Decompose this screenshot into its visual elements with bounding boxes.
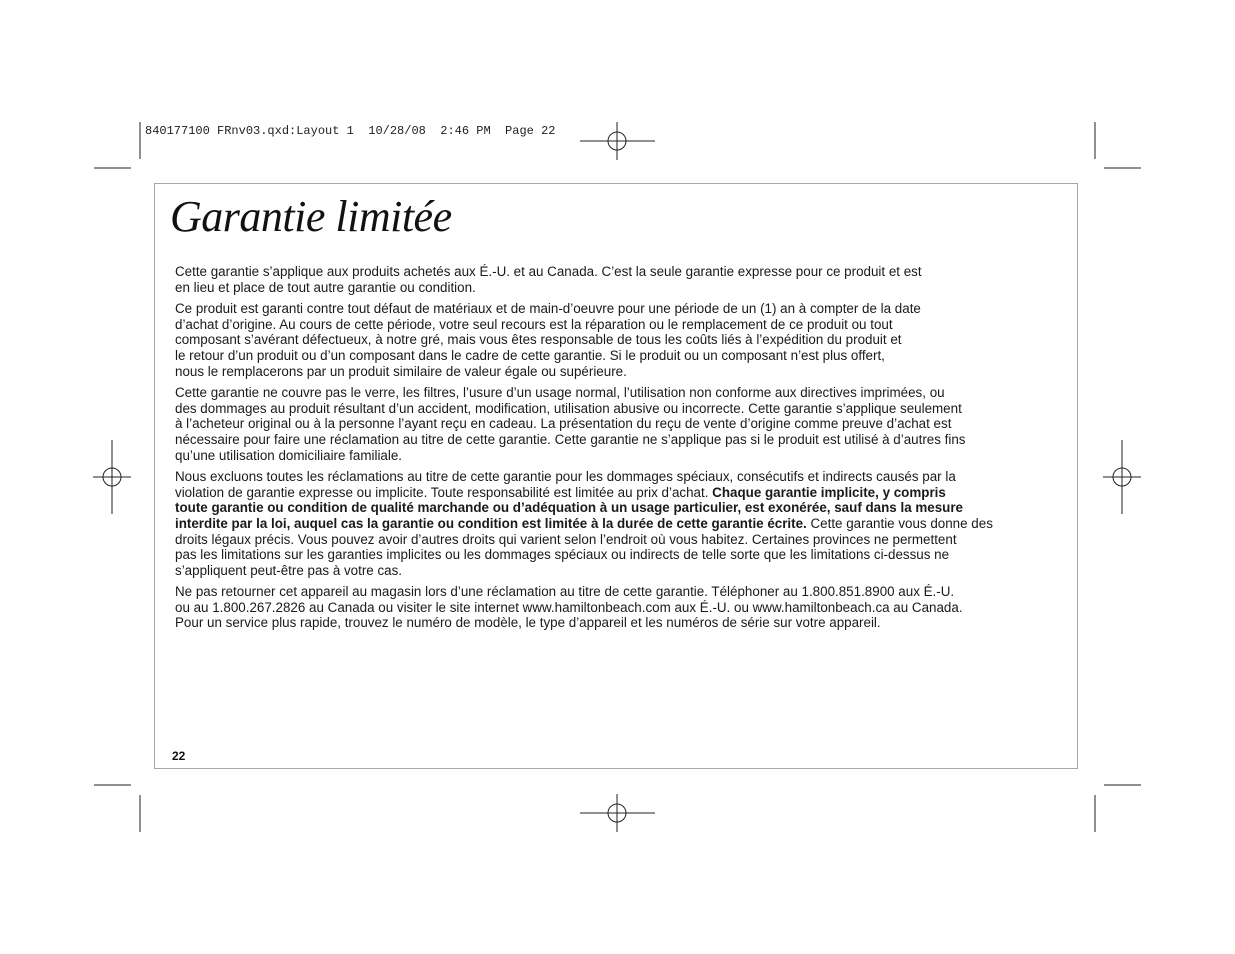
text-line: à l’acheteur original ou à la personne l’ayant reçu en cadeau. La présentation du reçu de vente d’origine comme preuve d’achat est <box>175 416 952 432</box>
text-line: Pour un service plus rapide, trouvez le numéro de modèle, le type d’appareil et les numéros de série sur votre appareil. <box>175 615 881 631</box>
page-number: 22 <box>172 749 186 763</box>
text-line: en lieu et place de tout autre garantie ou condition. <box>175 279 476 295</box>
text-line: nous le remplacerons par un produit similaire de valeur égale ou supérieure. <box>175 363 627 379</box>
registration-mark-left <box>93 440 131 514</box>
bold-segment: toute garantie ou condition de qualité marchande ou d’adéquation à un usage particulier, est exonérée, sauf dans la mesure <box>175 500 963 516</box>
text-line <box>175 485 1065 501</box>
text-segment: violation de garantie expresse ou implicite. Toute responsabilité est limitée au prix d’achat. <box>175 484 713 500</box>
text-line: Nous excluons toutes les réclamations au titre de cette garantie pour les dommages spéciaux, consécutifs et indirects causés par la <box>175 469 956 485</box>
printer-slug: 840177100 FRnv03.qxd:Layout 1 10/28/08 2:46 PM Page 22 <box>145 124 556 138</box>
bold-segment: interdite par la loi, auquel cas la garantie ou condition est limitée à la durée de cette garantie écrite. <box>175 515 807 531</box>
text-line: pas les limitations sur les garanties implicites ou les dommages spéciaux ou indirects de telle sorte que les limitations ci-dessus ne <box>175 547 950 563</box>
page-title: Garantie limitée <box>170 192 452 241</box>
paragraph-coverage <box>175 301 1065 379</box>
warranty-body <box>175 264 1065 637</box>
registration-mark-top <box>580 122 655 160</box>
text-line: Cette garantie ne couvre pas le verre, les filtres, l’usure d’un usage normal, l’utilisation non conforme aux directives imprimées, ou <box>175 385 945 401</box>
text-line: s’appliquent peut-être pas à votre cas. <box>175 562 403 578</box>
text-line: le retour d’un produit ou d’un composant dans le cadre de cette garantie. Si le produit ou un composant n’est plus offert, <box>175 347 885 363</box>
paragraph-scope <box>175 264 1065 295</box>
paragraph-exclusions <box>175 385 1065 463</box>
text-line: d’achat d’origine. Au cours de cette période, votre seul recours est la réparation ou le remplacement de ce produit ou tout <box>175 316 893 332</box>
text-line <box>175 500 1065 516</box>
text-line: qu’une utilisation domiciliaire familiale. <box>175 447 403 463</box>
text-line: Ne pas retourner cet appareil au magasin lors d’une réclamation au titre de cette garantie. Téléphoner au 1.800.851.8900 aux É.-U. <box>175 584 955 600</box>
text-line: Cette garantie s’applique aux produits achetés aux É.-U. et au Canada. C’est la seule garantie expresse pour ce produit et est <box>175 264 922 279</box>
registration-mark-right <box>1103 440 1141 514</box>
text-line: nécessaire pour faire une réclamation au titre de cette garantie. Cette garantie ne s’applique pas si le produit est utilisé à d’autres fins <box>175 431 966 447</box>
text-line: Ce produit est garanti contre tout défaut de matériaux et de main-d’oeuvre pour une période de un (1) an à compter de la date <box>175 301 921 317</box>
text-line: composant s’avérant défectueux, à notre gré, mais vous êtes responsable de tous les coûts liés à l’expédition du produit et <box>175 332 902 348</box>
registration-mark-bottom <box>580 794 655 832</box>
text-line: des dommages au produit résultant d’un accident, modification, utilisation abusive ou incorrecte. Cette garantie s’applique seulement <box>175 400 962 416</box>
paragraph-claims <box>175 584 1065 631</box>
paragraph-damages <box>175 469 1065 578</box>
text-line: droits légaux précis. Vous pouvez avoir d’autres droits qui varient selon l’endroit où vous habitez. Certaines provinces ne permettent <box>175 531 957 547</box>
bold-segment: Chaque garantie implicite, y compris <box>712 484 946 500</box>
text-segment: Cette garantie vous donne des <box>806 515 993 531</box>
text-line: ou au 1.800.267.2826 au Canada ou visiter le site internet www.hamiltonbeach.com aux É.-U. ou www.hamiltonbeach.ca au Canada. <box>175 599 963 615</box>
text-line <box>175 516 1065 532</box>
